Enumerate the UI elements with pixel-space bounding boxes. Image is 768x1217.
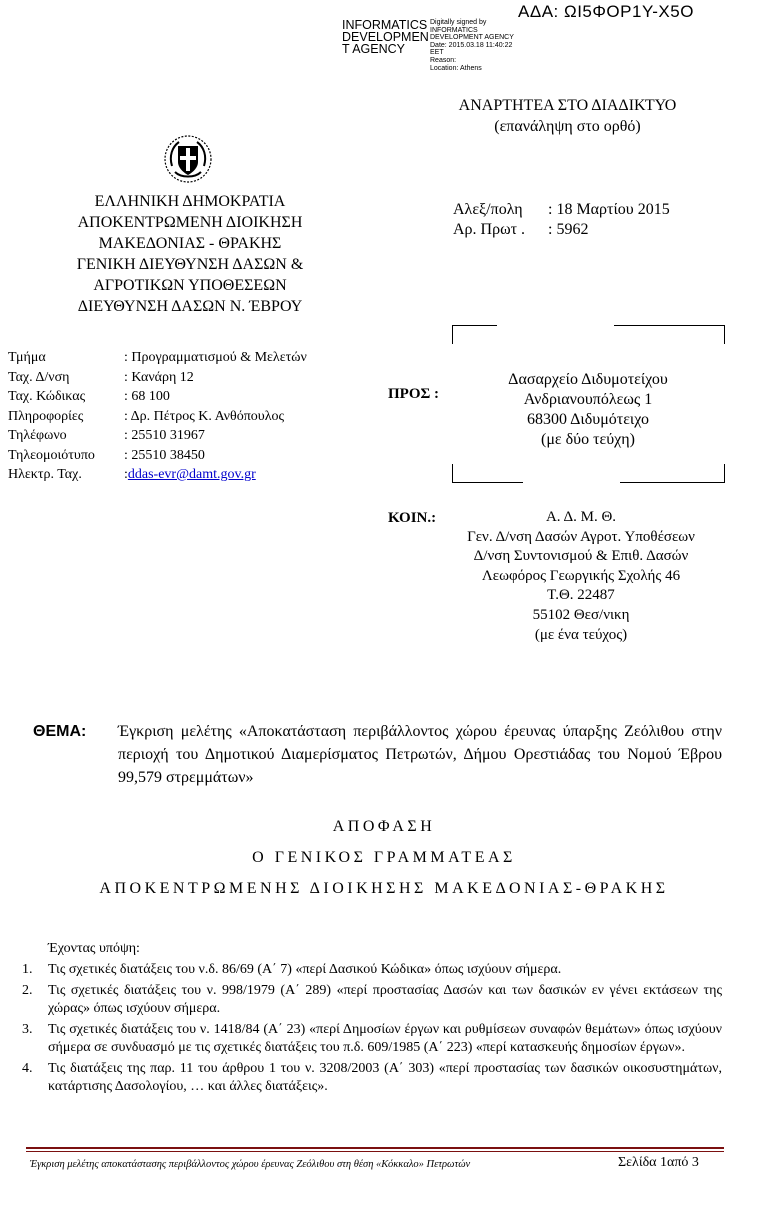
list-item-text: Τις διατάξεις της παρ. 11 του άρθρου 1 του ν. 3208/2003 (Α΄ 303) «περί προστασίας των δασικών οικοσυστημάτων, κατάρτισης Δασολογίου, … και άλλες διατάξεις».	[48, 1060, 722, 1094]
sender-value: : Δρ. Πέτρος Κ. Ανθόπουλος	[124, 408, 285, 424]
post-notice-title: ΑΝΑΡΤΗΤΕΑ ΣΤΟ ΔΙΑΔΙΚΤΥΟ	[458, 97, 677, 114]
government-header	[40, 191, 340, 317]
sender-row	[8, 407, 307, 427]
gov-line: ΔΙΕΥΘΥΝΣΗ ΔΑΣΩΝ Ν. ΈΒΡΟΥ	[77, 298, 303, 315]
signature-meta-line: INFORMATICS	[430, 26, 478, 34]
cc-line: Γεν. Δ/νση Δασών Αγροτ. Υποθέσεων	[467, 528, 695, 545]
sender-value: : 25510 38450	[124, 447, 205, 463]
email-label: Ηλεκτρ. Ταχ.	[8, 467, 82, 482]
list-item	[22, 961, 722, 980]
sender-row	[8, 368, 307, 388]
recipient-bracket-br	[620, 464, 725, 483]
list-item-number: 4.	[22, 1060, 33, 1076]
secretary-general-title: Ο ΓΕΝΙΚΟΣ ΓΡΑΜΜΑΤΕΑΣ	[252, 849, 516, 866]
sender-label: Τηλέφωνο	[8, 428, 67, 443]
cc-label: ΚΟΙΝ.:	[388, 510, 437, 526]
subject-text: Έγκριση μελέτης «Αποκατάσταση περιβάλλοντος χώρου έρευνας ύπαρξης Ζεόλιθου στην περιοχή του Δημοτικού Διαμερίσματος Πετρωτών, Δήμου Ορεστιάδας του Νομού Έβρου 99,579 στρεμμάτων»	[118, 723, 722, 786]
post-notice-subtitle: (επανάληψη στο ορθό)	[494, 118, 641, 135]
sender-value: : 25510 31967	[124, 428, 205, 443]
recipient-bracket-tr	[614, 325, 725, 344]
list-item-number: 3.	[22, 1021, 33, 1037]
post-notice	[440, 95, 695, 137]
recipient-bracket-tl	[452, 325, 497, 344]
greek-emblem-icon	[163, 134, 213, 184]
recipient-address	[458, 370, 718, 450]
date-row	[453, 200, 670, 220]
list-item-text: Τις σχετικές διατάξεις του ν.δ. 86/69 (Α΄ 7) «περί Δασικού Κώδικα» όπως ισχύουν σήμερα.	[48, 962, 562, 977]
recipient-line: Ανδριανουπόλεως 1	[523, 391, 653, 408]
list-item-text: Τις σχετικές διατάξεις του ν. 998/1979 (Α΄ 289) «περί προστασίας Δασών και των δασικών εν γένει εκτάσεων της χώρας» όπως ισχύουν σήμερα.	[48, 982, 722, 1016]
cc-line: 55102 Θεσ/νικη	[532, 606, 630, 623]
cc-line: Λεωφόρος Γεωργικής Σχολής 46	[481, 567, 681, 584]
footer-divider	[26, 1147, 724, 1149]
gov-line: ΑΓΡΟΤΙΚΩΝ ΥΠΟΘΕΣΕΩΝ	[93, 277, 287, 294]
cc-address	[440, 508, 722, 645]
gov-line: ΓΕΝΙΚΗ ΔΙΕΥΘΥΝΣΗ ΔΑΣΩΝ &	[76, 256, 304, 273]
sender-label: Ταχ. Δ/νση	[8, 369, 70, 385]
signer-org-line: INFORMATICS	[342, 18, 428, 32]
signature-meta-line: DEVELOPMENT AGENCY	[430, 34, 514, 42]
cc-line: Δ/νση Συντονισμού & Επιθ. Δασών	[473, 548, 689, 565]
cc-line: Α. Δ. Μ. Θ.	[545, 509, 617, 525]
considerations-intro: Έχοντας υπόψη:	[48, 941, 140, 956]
signature-meta-line: EET	[430, 49, 444, 57]
list-item-number: 2.	[22, 982, 33, 998]
ada-code: ΑΔΑ: ΩΙ5ΦΟΡ1Υ-Χ5Ο	[518, 2, 694, 21]
sender-row	[8, 348, 307, 368]
sender-row	[8, 387, 307, 407]
date-protocol-block	[453, 200, 670, 240]
sender-value: : Κανάρη 12	[124, 369, 194, 385]
date-value: : 18 Μαρτίου 2015	[548, 201, 670, 218]
signer-organization	[342, 19, 430, 55]
signature-meta-line: Location: Athens	[430, 64, 482, 72]
protocol-row	[453, 220, 670, 240]
signer-org-line: T AGENCY	[342, 42, 405, 56]
sender-label: Τηλεομοιότυπο	[8, 447, 95, 463]
recipient-label: ΠΡΟΣ :	[388, 386, 440, 402]
signer-org-line: DEVELOPMEN	[342, 30, 429, 44]
decision-title: ΑΠΟΦΑΣΗ	[332, 818, 436, 835]
page-number: Σελίδα 1από 3	[618, 1155, 699, 1170]
recipient-line: 68300 Διδυμότειχο	[527, 411, 649, 428]
cc-line: (με ένα τεύχος)	[534, 626, 628, 643]
subject-label: ΘΕΜΑ:	[33, 723, 87, 740]
list-item-text: Τις σχετικές διατάξεις του ν. 1418/84 (Α΄ 23) «περί Δημοσίων έργων και ρυθμίσεων συναφών θεμάτων» όπως ισχύουν σήμερα σε συνδυασμό με τις σχετικές διατάξεις του π.δ. 609/1985 (Α΄ 223) «περί κατασκευής δημοσίων έργων».	[48, 1021, 722, 1055]
sender-details	[8, 348, 307, 485]
recipient-bracket-bl	[452, 464, 523, 483]
sender-email-row	[8, 465, 307, 485]
sender-label: Τμήμα	[8, 350, 46, 365]
protocol-value: : 5962	[548, 221, 589, 238]
email-link[interactable]: ddas-evr@damt.gov.gr	[127, 467, 256, 482]
gov-line: ΑΠΟΚΕΝΤΡΩΜΕΝΗ ΔΙΟΙΚΗΣΗ	[77, 214, 303, 231]
sender-row	[8, 426, 307, 446]
sender-value: : Προγραμματισμού & Μελετών	[124, 350, 307, 365]
gov-line: ΜΑΚΕΔΟΝΙΑΣ - ΘΡΑΚΗΣ	[98, 235, 282, 252]
recipient-line: Δασαρχείο Διδυμοτείχου	[508, 371, 668, 388]
gov-line: ΕΛΛΗΝΙΚΗ ΔΗΜΟΚΡΑΤΙΑ	[94, 193, 286, 210]
list-item-number: 1.	[22, 962, 33, 977]
signature-meta-line: Digitally signed by	[430, 19, 487, 26]
sender-row	[8, 446, 307, 466]
sender-label: Ταχ. Κώδικας	[8, 389, 86, 404]
considerations-list	[22, 961, 722, 1099]
list-item	[22, 1060, 722, 1097]
date-place-label: Αλεξ/πολη	[453, 201, 523, 218]
recipient-line: (με δύο τεύχη)	[541, 431, 635, 448]
administration-title: ΑΠΟΚΕΝΤΡΩΜΕΝΗΣ ΔΙΟΙΚΗΣΗΣ ΜΑΚΕΔΟΝΙΑΣ-ΘΡΑΚΗΣ	[99, 880, 669, 897]
list-item	[22, 1021, 722, 1058]
signature-meta-line: Reason:	[430, 56, 457, 64]
protocol-label: Αρ. Πρωτ .	[453, 221, 526, 238]
email-colon: :	[124, 467, 128, 482]
list-item	[22, 982, 722, 1019]
sender-value: : 68 100	[124, 389, 170, 404]
footer-divider-thin	[26, 1151, 724, 1152]
signature-metadata	[430, 19, 530, 72]
signature-meta-line: Date: 2015.03.18 11:40:22	[430, 41, 513, 49]
cc-line: Τ.Θ. 22487	[547, 587, 615, 604]
footer-document-title: Έγκριση μελέτης αποκατάστασης περιβάλλοντος χώρου έρευνας Ζεόλιθου στη θέση «Κόκκαλο» Πετρωτών	[30, 1159, 471, 1170]
sender-label: Πληροφορίες	[8, 408, 84, 424]
